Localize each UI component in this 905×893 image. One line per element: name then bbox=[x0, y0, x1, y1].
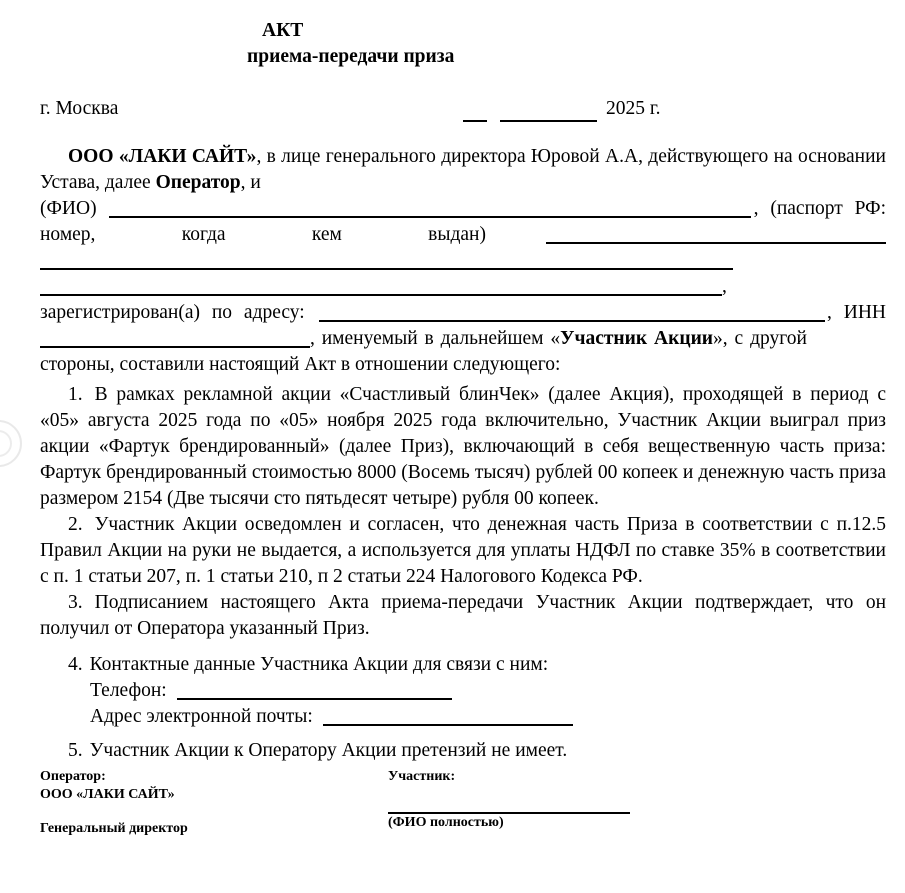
operator-company-name: ООО «ЛАКИ САЙТ» bbox=[68, 146, 257, 167]
clause-1-number: 1. bbox=[68, 384, 83, 405]
blank-line-2 bbox=[40, 274, 886, 300]
signature-spacer bbox=[388, 786, 886, 804]
date-day-blank-field bbox=[463, 120, 487, 122]
passport-word-number: номер, bbox=[40, 224, 96, 245]
clause-5-text: Участник Акции к Оператору Акции претензий не имеет. bbox=[89, 740, 568, 761]
operator-signature-column bbox=[40, 768, 388, 838]
clause-4-text: Контактные данные Участника Акции для связи с ним: bbox=[89, 654, 549, 675]
phone-blank-field bbox=[177, 698, 452, 700]
operator-signature-title: Генеральный директор bbox=[40, 821, 188, 836]
fio-blank-field bbox=[109, 216, 751, 218]
passport-details-row bbox=[40, 222, 886, 248]
date-year-label: 2025 г. bbox=[606, 98, 661, 119]
clause-3 bbox=[40, 590, 886, 642]
email-label: Адрес электронной почты: bbox=[90, 706, 313, 727]
inn-label: , ИНН bbox=[827, 302, 886, 323]
clause-1 bbox=[40, 382, 886, 512]
clause-5 bbox=[40, 738, 886, 764]
participant-fio-caption: (ФИО полностью) bbox=[388, 815, 504, 830]
date-month-blank-field bbox=[500, 120, 597, 122]
fio-label: (ФИО) bbox=[40, 198, 97, 219]
clause-2 bbox=[40, 512, 886, 590]
passport-word-bywhom: кем bbox=[311, 224, 342, 245]
operator-signature-label: Оператор: bbox=[40, 769, 106, 784]
clause-1-text: В рамках рекламной акции «Счастливый блинЧек» (далее Акция), проходящей в период с «05» августа 2025 года по «05» ноября 2025 года включительно, Участник Акции выиграл приз акции «Фартук брендированный» (далее Приз), включающий в себя вещественную часть приза: Фартук брендированный стоимостью 8000 (Восемь тысяч) рублей 00 копеек и денежную часть приза размером 2154 (Две тысячи сто пятьдесят четыре) рубля 00 копеек. bbox=[40, 384, 886, 509]
inn-blank-field bbox=[40, 346, 310, 348]
passport-blank-field-2 bbox=[40, 268, 733, 270]
preamble-paragraph bbox=[40, 144, 886, 196]
email-row bbox=[40, 704, 886, 730]
clause-2-number: 2. bbox=[68, 514, 83, 535]
participant-term: Участник Акции bbox=[560, 328, 714, 349]
fio-row bbox=[40, 196, 886, 222]
signature-spacer bbox=[40, 804, 388, 820]
page-edge-watermark-icon bbox=[0, 420, 22, 467]
title-line-1: АКТ bbox=[262, 20, 304, 41]
participant-signature-column bbox=[388, 768, 886, 838]
clause-4-heading bbox=[40, 652, 886, 678]
preamble-closing-line: стороны, составили настоящий Акт в отношении следующего: bbox=[40, 354, 561, 375]
passport-word-when: когда bbox=[181, 224, 226, 245]
address-row bbox=[40, 300, 886, 326]
blank-line-comma: , bbox=[722, 276, 727, 297]
document-title bbox=[40, 18, 886, 70]
phone-label: Телефон: bbox=[90, 680, 167, 701]
passport-word-issued: выдан) bbox=[428, 224, 486, 245]
preamble-text: , в лице генерального директора Юровой А.А, действующего на основании Устава, далее bbox=[40, 146, 886, 193]
clause-4-number: 4. bbox=[68, 654, 83, 675]
passport-blank-field-3 bbox=[40, 294, 722, 296]
preamble-tail: , и bbox=[240, 172, 261, 193]
operator-signature-company: ООО «ЛАКИ САЙТ» bbox=[40, 787, 175, 802]
passport-words bbox=[40, 222, 486, 248]
address-blank-field bbox=[319, 320, 825, 322]
passport-blank-field bbox=[546, 242, 886, 244]
clause-3-text: Подписанием настоящего Акта приема-передачи Участник Акции подтверждает, что он получил от Оператора указанный Приз. bbox=[40, 592, 886, 639]
phone-row bbox=[40, 678, 886, 704]
clause-3-number: 3. bbox=[68, 592, 83, 613]
city-label: г. Москва bbox=[40, 98, 119, 119]
blank-line-1 bbox=[40, 248, 886, 274]
email-blank-field bbox=[323, 724, 573, 726]
clause-2-text: Участник Акции осведомлен и согласен, что денежная часть Приза в соответствии с п.12.5 Правил Акции на руки не выдается, а используется для уплаты НДФЛ по ставке 35% в соответствии с п. 1 статьи 207, п. 1 статьи 210, п 2 статьи 224 Налогового Кодекса РФ. bbox=[40, 514, 886, 587]
participant-naming-row bbox=[40, 326, 886, 352]
participant-signature-label: Участник: bbox=[388, 769, 456, 784]
passport-label: , (паспорт РФ: bbox=[753, 198, 886, 219]
city-date-row bbox=[40, 96, 886, 122]
registered-address-label: зарегистрирован(а) по адресу: bbox=[40, 302, 305, 323]
naming-suffix: », с другой bbox=[713, 328, 807, 349]
date-line bbox=[463, 96, 661, 122]
clause-5-number: 5. bbox=[68, 740, 83, 761]
title-line-2: приема-передачи приза bbox=[247, 46, 455, 67]
operator-term: Оператор bbox=[155, 172, 241, 193]
signature-block bbox=[40, 768, 886, 838]
naming-prefix: , именуемый в дальнейшем « bbox=[310, 328, 561, 349]
